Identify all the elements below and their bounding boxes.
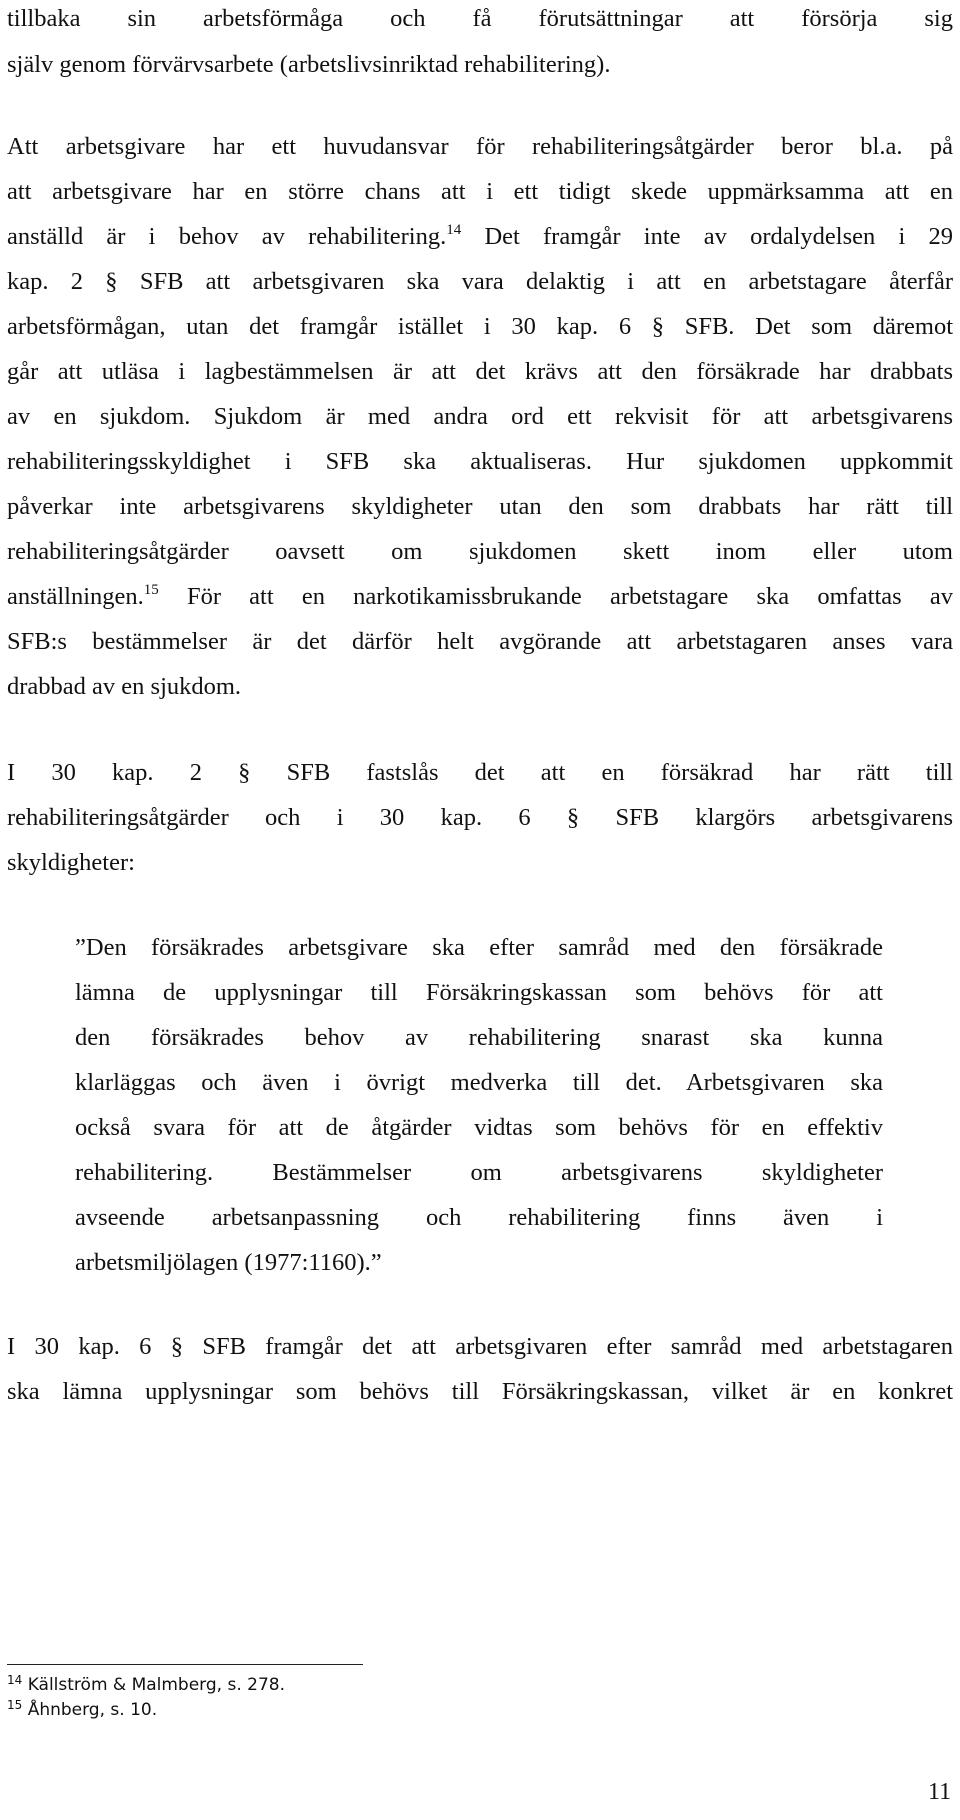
- footnote-text: Källström & Malmberg, s. 278.: [27, 1675, 285, 1695]
- body-text-segment: anställd är i behov av rehabilitering.: [7, 223, 447, 250]
- footnote: [7, 1674, 285, 1696]
- body-text-line: själv genom förvärvsarbete (arbetslivsinriktad rehabilitering).: [7, 51, 611, 78]
- footnote-separator: [7, 1664, 363, 1665]
- body-text-line: [7, 222, 953, 252]
- quote-line: lämna de upplysningar till Försäkringskassan som behövs för att: [75, 979, 883, 1006]
- footnote-text: Åhnberg, s. 10.: [27, 1700, 158, 1720]
- body-text-line: rehabiliteringsåtgärder oavsett om sjukdomen skett inom eller utom: [7, 538, 953, 565]
- body-text-line: påverkar inte arbetsgivarens skyldigheter utan den som drabbats har rätt till: [7, 493, 953, 520]
- body-text-segment: För att en narkotikamissbrukande arbetstagare ska omfattas av: [186, 583, 953, 610]
- footnote: [7, 1699, 157, 1721]
- body-text-line: går att utläsa i lagbestämmelsen är att det krävs att den försäkrade har drabbats: [7, 358, 953, 385]
- body-text-line: arbetsförmågan, utan det framgår istället i 30 kap. 6 § SFB. Det som däremot: [7, 313, 953, 340]
- body-text-line: I 30 kap. 6 § SFB framgår det att arbetsgivaren efter samråd med arbetstagaren: [7, 1333, 953, 1360]
- body-text-line: att arbetsgivare har en större chans att i ett tidigt skede uppmärksamma att en: [7, 178, 953, 205]
- body-text-line: SFB:s bestämmelser är det därför helt avgörande att arbetstagaren anses vara: [7, 628, 953, 655]
- body-text-segment: anställningen.: [7, 583, 144, 610]
- body-text-line: kap. 2 § SFB att arbetsgivaren ska vara delaktig i att en arbetstagare återfår: [7, 268, 953, 295]
- body-text-line: I 30 kap. 2 § SFB fastslås det att en försäkrad har rätt till: [7, 759, 953, 786]
- page-number: 11: [928, 1779, 952, 1805]
- body-text-line: Att arbetsgivare har ett huvudansvar för rehabiliteringsåtgärder beror bl.a. på: [7, 133, 953, 160]
- quote-line: avseende arbetsanpassning och rehabilitering finns även i: [75, 1204, 883, 1231]
- footnote-ref[interactable]: 14: [446, 222, 462, 238]
- body-text-line: av en sjukdom. Sjukdom är med andra ord ett rekvisit för att arbetsgivarens: [7, 403, 953, 430]
- body-text-segment: Det framgår inte av ordalydelsen i 29: [484, 223, 953, 250]
- body-text-line: drabbad av en sjukdom.: [7, 673, 242, 700]
- quote-line: klarläggas och även i övrigt medverka till det. Arbetsgivaren ska: [75, 1069, 883, 1096]
- body-text-line: [7, 582, 953, 612]
- body-text-line: ska lämna upplysningar som behövs till Försäkringskassan, vilket är en konkret: [7, 1378, 953, 1405]
- body-text-line: rehabiliteringsåtgärder och i 30 kap. 6 § SFB klargörs arbetsgivarens: [7, 804, 953, 831]
- quote-line: ”Den försäkrades arbetsgivare ska efter samråd med den försäkrade: [75, 934, 883, 961]
- quote-line: den försäkrades behov av rehabilitering snarast ska kunna: [75, 1024, 883, 1051]
- footnote-ref[interactable]: 15: [143, 582, 159, 598]
- body-text-line: rehabiliteringsskyldighet i SFB ska aktualiseras. Hur sjukdomen uppkommit: [7, 448, 953, 475]
- quote-line: också svara för att de åtgärder vidtas som behövs för en effektiv: [75, 1114, 883, 1141]
- quote-line: arbetsmiljölagen (1977:1160).”: [75, 1249, 382, 1276]
- footnote-number: 14: [7, 1673, 23, 1687]
- footnote-number: 15: [7, 1698, 23, 1712]
- quote-line: rehabilitering. Bestämmelser om arbetsgivarens skyldigheter: [75, 1159, 883, 1186]
- body-text-line: tillbaka sin arbetsförmåga och få förutsättningar att försörja sig: [7, 5, 953, 32]
- body-text-line: skyldigheter:: [7, 849, 135, 876]
